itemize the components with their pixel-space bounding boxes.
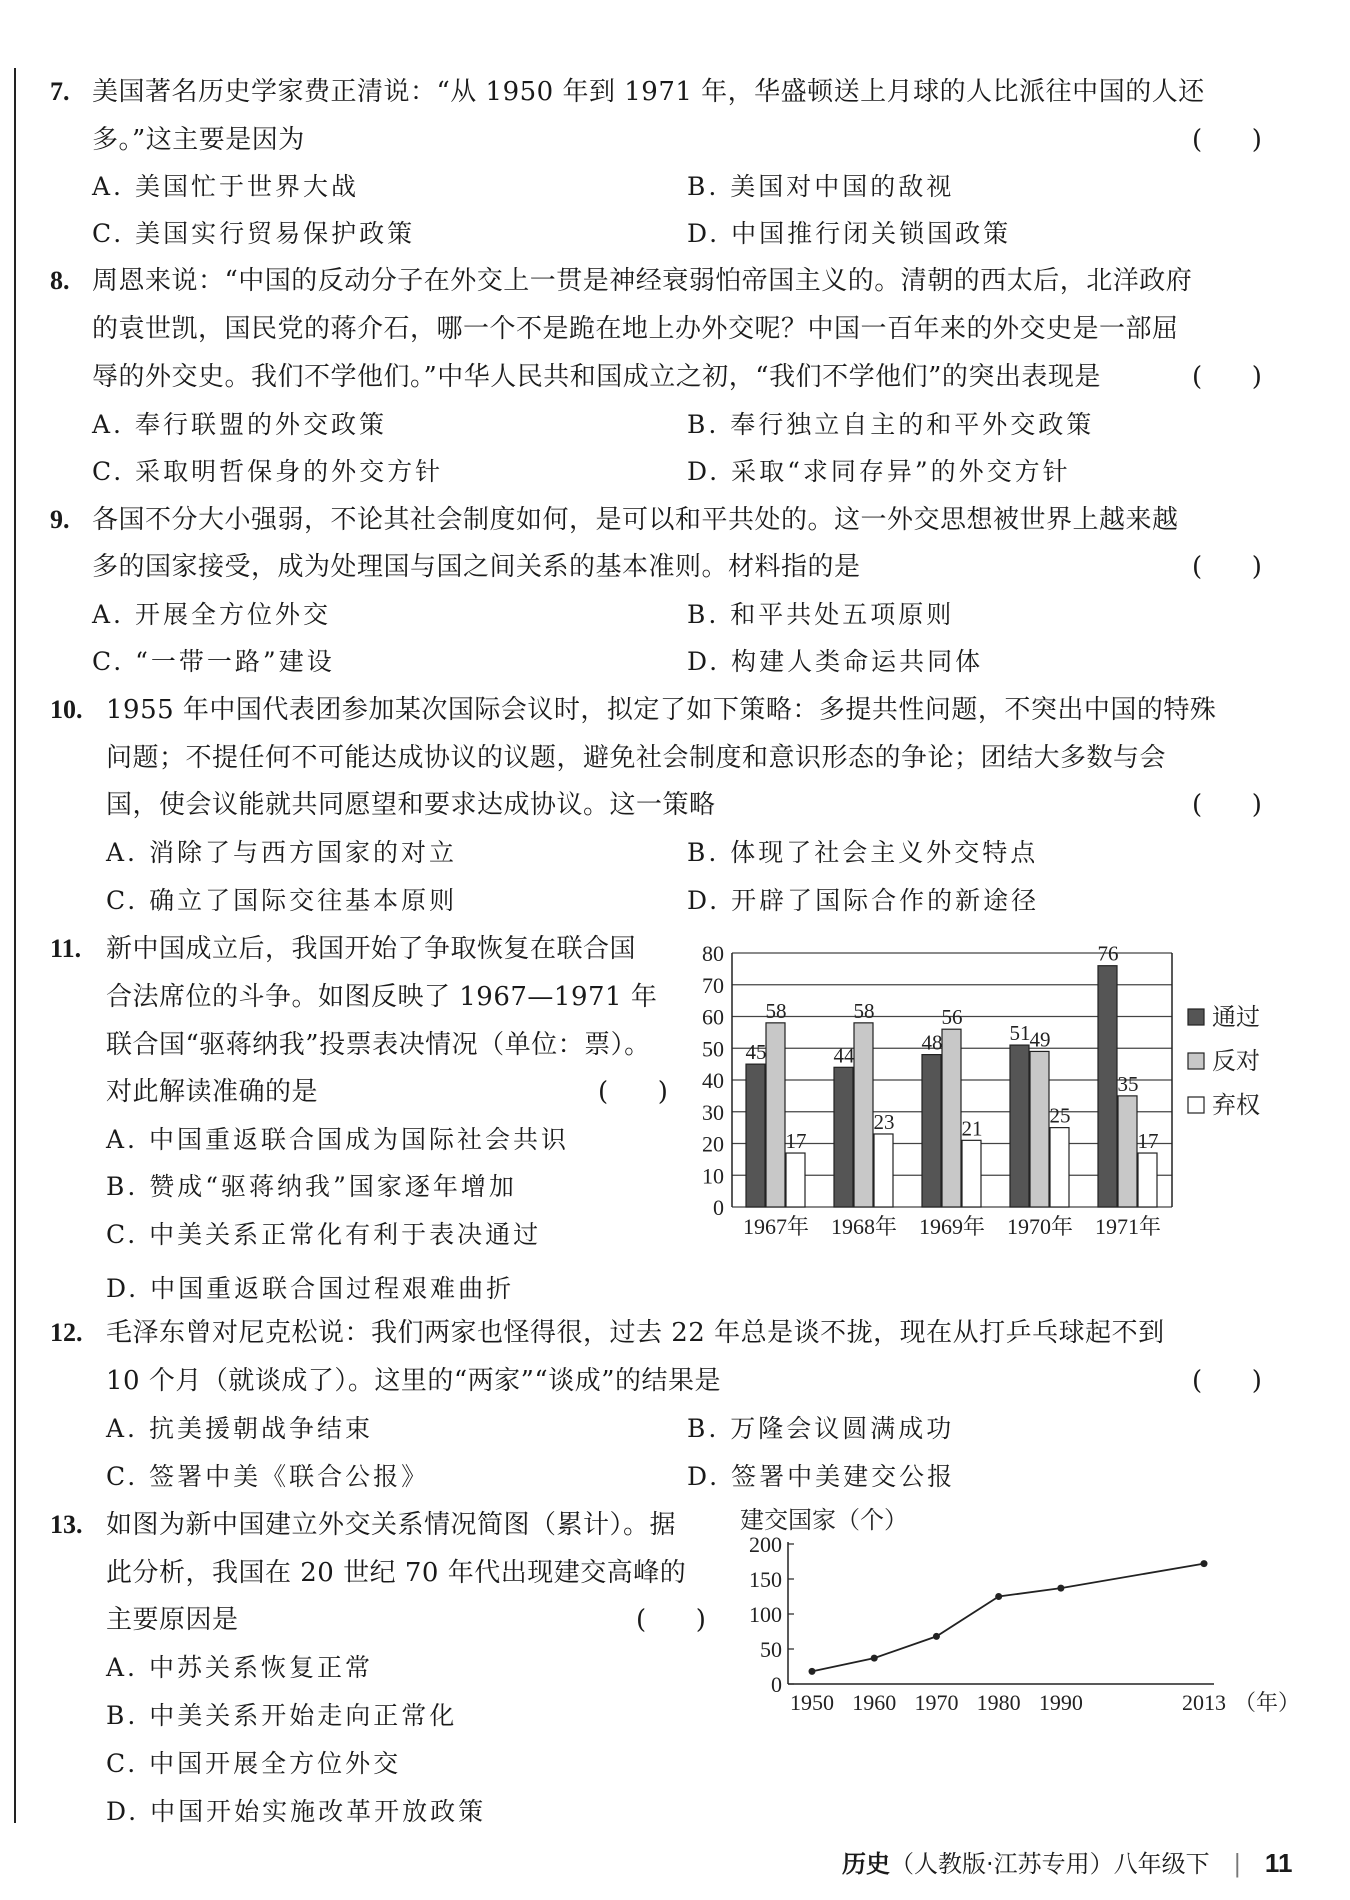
x-tick-label: 1967年 xyxy=(742,1214,810,1239)
question-text-line: 多的国家接受，成为处理国与国之间关系的基本准则。材料指的是 xyxy=(92,552,861,582)
question-text-line: 主要原因是 xyxy=(106,1605,239,1635)
option-d[interactable] xyxy=(106,1272,514,1306)
page-margin-line xyxy=(14,68,16,1823)
option-label: C. xyxy=(92,219,125,248)
answer-blank[interactable]: ( ) xyxy=(598,1077,668,1107)
option-label: A. xyxy=(106,1653,139,1682)
option-label: B. xyxy=(106,1172,139,1201)
question-number: 12. xyxy=(50,1318,83,1347)
bar xyxy=(922,1055,941,1207)
answer-blank[interactable]: ( ) xyxy=(1192,552,1262,582)
page-number: 11 xyxy=(1264,1848,1293,1878)
option-text: 和平共处五项原则 xyxy=(730,600,955,629)
x-tick-label: 1990 xyxy=(1038,1690,1083,1715)
bar xyxy=(1138,1153,1157,1207)
bar xyxy=(746,1064,765,1207)
question-text-line: 多。”这主要是因为 xyxy=(92,125,305,155)
option-label: D. xyxy=(687,886,721,915)
legend-label: 通过 xyxy=(1212,1005,1260,1031)
y-tick-label: 100 xyxy=(749,1602,782,1627)
option-label: B. xyxy=(106,1701,139,1730)
data-point xyxy=(995,1593,1002,1600)
option-a[interactable] xyxy=(92,408,387,442)
option-a[interactable] xyxy=(106,1651,373,1685)
bar-value-label: 58 xyxy=(853,998,875,1023)
x-tick-label: 1950 xyxy=(790,1690,834,1715)
bar-value-label: 58 xyxy=(765,998,787,1023)
option-label: D. xyxy=(106,1274,140,1303)
question-text-line: 10 个月（就谈成了）。这里的“两家”“谈成”的结果是 xyxy=(106,1366,722,1396)
question-text-line: 周恩来说：“中国的反动分子在外交上一贯是神经衰弱怕帝国主义的。清朝的西太后，北洋政府 xyxy=(92,266,1193,296)
option-text: 奉行联盟的外交政策 xyxy=(134,410,387,439)
y-tick-label: 0 xyxy=(771,1672,782,1697)
option-label: A. xyxy=(92,600,125,629)
y-tick-label: 30 xyxy=(702,1099,724,1125)
footer-edition: （人教版·江苏专用）八年级下 xyxy=(890,1850,1210,1878)
option-label: C. xyxy=(92,457,125,486)
x-tick-label: 1980 xyxy=(976,1690,1021,1715)
option-label: B. xyxy=(687,600,720,629)
x-tick-label: 1970年 xyxy=(1006,1214,1074,1239)
option-b[interactable] xyxy=(687,598,954,632)
option-text: 中国开始实施改革开放政策 xyxy=(150,1797,487,1826)
option-label: B. xyxy=(687,838,720,867)
bar xyxy=(874,1134,893,1207)
option-d[interactable] xyxy=(687,1460,955,1494)
option-text: 美国忙于世界大战 xyxy=(134,172,359,201)
bar xyxy=(1118,1096,1137,1207)
footer-separator: | xyxy=(1233,1850,1242,1878)
option-label: A. xyxy=(106,1414,139,1443)
data-point xyxy=(1201,1560,1208,1567)
option-d[interactable] xyxy=(687,455,1071,489)
bar-value-label: 17 xyxy=(1137,1129,1159,1154)
option-label: C. xyxy=(106,1749,139,1778)
y-tick-label: 0 xyxy=(713,1195,724,1220)
option-text: 美国对中国的敌视 xyxy=(730,172,955,201)
option-label: A. xyxy=(92,172,125,201)
option-text: 奉行独立自主的和平外交政策 xyxy=(730,410,1095,439)
question-text-line: 美国著名历史学家费正清说：“从 1950 年到 1971 年，华盛顿送上月球的人比派往中国的人还 xyxy=(92,77,1205,107)
x-tick-label: 1970 xyxy=(914,1690,959,1715)
option-label: D. xyxy=(687,219,721,248)
option-label: A. xyxy=(106,1125,139,1154)
option-text: 中国重返联合国过程艰难曲折 xyxy=(150,1274,515,1303)
y-tick-label: 150 xyxy=(749,1567,782,1592)
answer-blank[interactable]: ( ) xyxy=(1192,790,1262,820)
option-label: D. xyxy=(687,1462,721,1491)
option-c[interactable] xyxy=(106,884,457,918)
answer-blank[interactable]: ( ) xyxy=(1192,362,1262,392)
y-tick-label: 60 xyxy=(702,1004,724,1030)
bar-value-label: 76 xyxy=(1097,941,1119,966)
bar-chart-svg xyxy=(680,925,1300,1245)
option-text: 中美关系开始走向正常化 xyxy=(149,1701,458,1730)
option-a[interactable] xyxy=(106,1123,569,1157)
data-point xyxy=(871,1655,878,1662)
option-b[interactable] xyxy=(687,1412,954,1446)
option-text: 开辟了国际合作的新途径 xyxy=(731,886,1040,915)
bar xyxy=(854,1023,873,1207)
option-b[interactable] xyxy=(106,1699,457,1733)
option-text: 签署中美《联合公报》 xyxy=(149,1462,430,1491)
data-point xyxy=(1057,1585,1064,1592)
question-text-line: 毛泽东曾对尼克松说：我们两家也怪得很，过去 22 年总是谈不拢，现在从打乒乓球起不到 xyxy=(106,1318,1165,1348)
answer-blank[interactable]: ( ) xyxy=(1192,1366,1262,1396)
option-d[interactable] xyxy=(106,1795,486,1829)
question-text-line: 新中国成立后，我国开始了争取恢复在联合国 xyxy=(106,934,637,964)
option-text: 万隆会议圆满成功 xyxy=(730,1414,955,1443)
bar xyxy=(962,1140,981,1207)
option-text: 美国实行贸易保护政策 xyxy=(135,219,416,248)
option-c[interactable] xyxy=(106,1747,401,1781)
legend-swatch xyxy=(1188,1053,1204,1069)
x-tick-label: 1960 xyxy=(852,1690,897,1715)
option-text: 签署中美建交公报 xyxy=(731,1462,956,1491)
x-tick-label: 1969年 xyxy=(918,1214,986,1239)
option-a[interactable] xyxy=(92,598,331,632)
question-text-line: 对此解读准确的是 xyxy=(106,1077,319,1107)
option-text: 中苏关系恢复正常 xyxy=(148,1653,373,1682)
legend-swatch xyxy=(1188,1097,1204,1113)
vote-bar-chart xyxy=(680,925,1300,1245)
option-b[interactable] xyxy=(687,170,954,204)
option-a[interactable] xyxy=(106,1412,373,1446)
y-tick-label: 80 xyxy=(702,941,724,966)
option-c[interactable] xyxy=(92,217,415,251)
question-text-line: 1955 年中国代表团参加某次国际会议时，拟定了如下策略：多提共性问题，不突出中国的特殊 xyxy=(106,695,1217,725)
option-label: C. xyxy=(92,647,125,676)
answer-blank[interactable]: ( ) xyxy=(636,1605,706,1635)
y-tick-label: 200 xyxy=(749,1532,782,1557)
bar-value-label: 49 xyxy=(1029,1027,1051,1052)
question-text-line: 联合国“驱蒋纳我”投票表决情况（单位：票）。 xyxy=(106,1030,651,1060)
option-label: C. xyxy=(106,1220,139,1249)
x-axis-title: （年） xyxy=(1234,1690,1301,1715)
answer-blank[interactable]: ( ) xyxy=(1192,125,1262,155)
option-label: C. xyxy=(106,886,139,915)
legend-swatch xyxy=(1188,1009,1204,1025)
option-label: A. xyxy=(106,838,139,867)
x-tick-label: 1971年 xyxy=(1094,1214,1162,1239)
option-label: D. xyxy=(106,1797,140,1826)
bar-value-label: 45 xyxy=(745,1040,767,1065)
bar xyxy=(786,1153,805,1207)
line-chart-svg xyxy=(720,1500,1320,1715)
question-text-line: 如图为新中国建立外交关系情况简图（累计）。据 xyxy=(106,1510,677,1540)
question-number: 9. xyxy=(50,505,70,534)
footer-subject: 历史 xyxy=(842,1850,890,1878)
y-tick-label: 50 xyxy=(760,1637,782,1662)
diplomatic-relations-line-chart xyxy=(720,1500,1320,1715)
option-text: 中国重返联合国成为国际社会共识 xyxy=(148,1125,569,1154)
question-number: 10. xyxy=(50,695,83,724)
option-text: 采取“求同存异”的外交方针 xyxy=(731,457,1071,486)
option-text: 中国推行闭关锁国政策 xyxy=(731,219,1012,248)
option-d[interactable] xyxy=(687,217,1011,251)
option-text: 采取明哲保身的外交方针 xyxy=(135,457,444,486)
question-number: 8. xyxy=(50,266,70,295)
bar-value-label: 56 xyxy=(941,1005,963,1030)
question-text-line: 辱的外交史。我们不学他们。”中华人民共和国成立之初，“我们不学他们”的突出表现是 xyxy=(92,362,1101,392)
bar-value-label: 35 xyxy=(1117,1071,1139,1096)
y-tick-label: 70 xyxy=(702,972,724,998)
option-b[interactable] xyxy=(687,408,1094,442)
question-number: 11. xyxy=(50,934,82,963)
option-label: B. xyxy=(687,1414,720,1443)
bar xyxy=(1098,966,1117,1207)
option-c[interactable] xyxy=(92,645,335,679)
legend-label: 反对 xyxy=(1212,1049,1260,1075)
bar xyxy=(942,1029,961,1207)
data-point xyxy=(809,1668,816,1675)
question-text-line: 国，使会议能就共同愿望和要求达成协议。这一策略 xyxy=(106,790,716,820)
option-text: “一带一路”建设 xyxy=(135,647,335,676)
bar xyxy=(834,1067,853,1207)
bar-value-label: 48 xyxy=(921,1030,943,1055)
option-label: A. xyxy=(92,410,125,439)
question-text-line: 此分析，我国在 20 世纪 70 年代出现建交高峰的 xyxy=(106,1558,687,1588)
y-tick-label: 40 xyxy=(702,1068,724,1093)
data-point xyxy=(933,1633,940,1640)
question-number: 7. xyxy=(50,77,70,106)
legend-label: 弃权 xyxy=(1212,1093,1260,1119)
x-tick-label: 2013 xyxy=(1182,1690,1226,1715)
y-tick-label: 20 xyxy=(702,1131,724,1157)
option-text: 开展全方位外交 xyxy=(134,600,331,629)
option-text: 赞成“驱蒋纳我”国家逐年增加 xyxy=(149,1172,517,1201)
bar-value-label: 21 xyxy=(961,1116,983,1141)
option-a[interactable] xyxy=(92,170,359,204)
option-c[interactable] xyxy=(92,455,443,489)
option-label: C. xyxy=(106,1462,139,1491)
page-footer xyxy=(842,1848,1292,1879)
option-text: 确立了国际交往基本原则 xyxy=(149,886,458,915)
y-axis-title: 建交国家（个） xyxy=(740,1508,908,1534)
option-d[interactable] xyxy=(687,884,1039,918)
option-text: 中国开展全方位外交 xyxy=(149,1749,402,1778)
bar xyxy=(1010,1045,1029,1207)
bar xyxy=(1050,1128,1069,1207)
question-text-line: 各国不分大小强弱，不论其社会制度如何，是可以和平共处的。这一外交思想被世界上越来越 xyxy=(92,505,1179,535)
option-a[interactable] xyxy=(106,836,457,870)
option-c[interactable] xyxy=(106,1460,429,1494)
bar-value-label: 51 xyxy=(1009,1021,1031,1046)
question-number: 13. xyxy=(50,1510,83,1539)
option-label: B. xyxy=(687,172,720,201)
option-c[interactable] xyxy=(106,1218,541,1252)
bar xyxy=(766,1023,785,1207)
question-text-line: 问题；不提任何不可能达成协议的议题，避免社会制度和意识形态的争论；团结大多数与会 xyxy=(106,743,1167,773)
y-tick-label: 50 xyxy=(702,1036,724,1062)
option-text: 消除了与西方国家的对立 xyxy=(148,838,457,867)
bar-value-label: 25 xyxy=(1049,1103,1071,1128)
bar xyxy=(1030,1051,1049,1207)
option-text: 抗美援朝战争结束 xyxy=(148,1414,373,1443)
x-tick-label: 1968年 xyxy=(830,1214,898,1239)
option-b[interactable] xyxy=(106,1170,517,1204)
series-line xyxy=(812,1564,1204,1672)
bar-value-label: 23 xyxy=(873,1109,895,1134)
option-text: 体现了社会主义外交特点 xyxy=(730,838,1039,867)
option-label: B. xyxy=(687,410,720,439)
question-text-line: 的袁世凯，国民党的蒋介石，哪一个不是跪在地上办外交呢？中国一百年来的外交史是一部屈 xyxy=(92,314,1179,344)
bar-value-label: 17 xyxy=(785,1129,807,1154)
option-b[interactable] xyxy=(687,836,1038,870)
question-text-line: 合法席位的斗争。如图反映了 1967—1971 年 xyxy=(106,982,658,1012)
option-label: D. xyxy=(687,647,721,676)
y-tick-label: 10 xyxy=(702,1163,724,1189)
option-label: D. xyxy=(687,457,721,486)
option-text: 中美关系正常化有利于表决通过 xyxy=(149,1220,542,1249)
option-text: 构建人类命运共同体 xyxy=(731,647,984,676)
bar-value-label: 44 xyxy=(833,1043,855,1068)
option-d[interactable] xyxy=(687,645,983,679)
